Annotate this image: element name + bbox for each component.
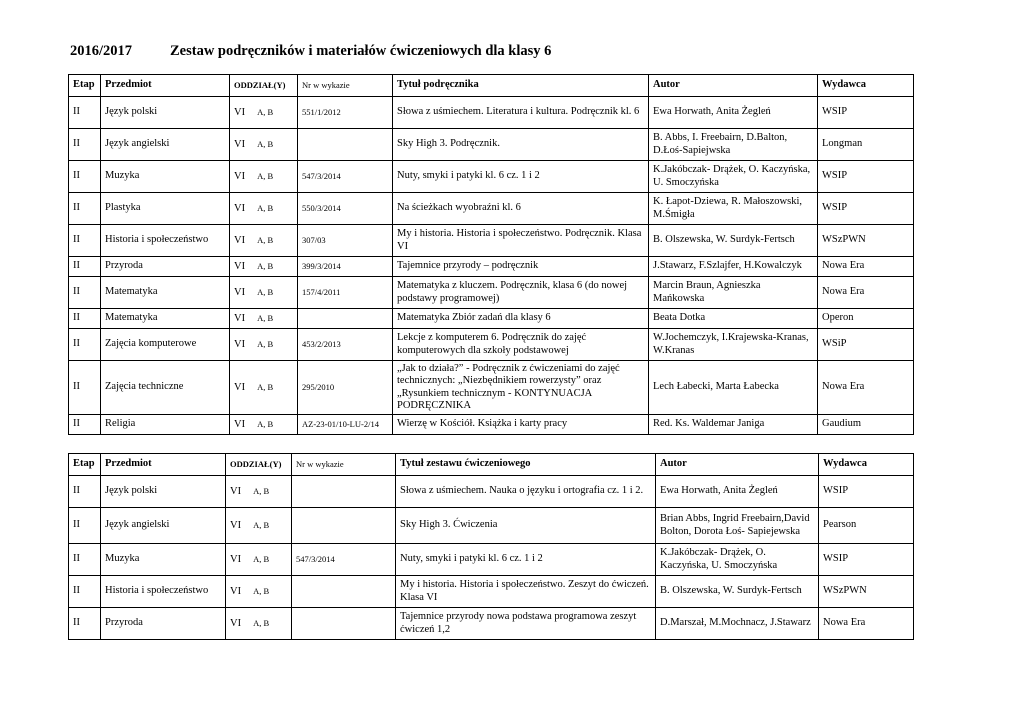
cell-subject: Przyroda bbox=[101, 608, 226, 640]
cell-class bbox=[226, 608, 292, 640]
class-groups: A, B bbox=[257, 138, 274, 149]
class-groups: A, B bbox=[253, 585, 270, 596]
cell-etap: II bbox=[69, 544, 101, 576]
cell-nr: 157/4/2011 bbox=[298, 277, 393, 309]
cell-nr bbox=[298, 309, 393, 329]
cell-author: Beata Dotka bbox=[649, 309, 818, 329]
page-title: Zestaw podręczników i materiałów ćwiczeniowych dla klasy 6 bbox=[170, 43, 552, 59]
table-row bbox=[69, 257, 914, 277]
cell-class bbox=[230, 329, 298, 361]
cell-author: B. Olszewska, W. Surdyk-Fertsch bbox=[656, 576, 819, 608]
table-row bbox=[69, 277, 914, 309]
class-level: VI bbox=[234, 260, 246, 272]
cell-subject: Muzyka bbox=[101, 544, 226, 576]
cell-etap: II bbox=[69, 415, 101, 435]
cell-publisher: Nowa Era bbox=[818, 257, 914, 277]
cell-author: Red. Ks. Waldemar Janiga bbox=[649, 415, 818, 435]
table-row bbox=[69, 193, 914, 225]
class-level: VI bbox=[234, 418, 246, 430]
column-header-oddzialy: ODDZIAŁ(Y) bbox=[226, 454, 292, 476]
cell-author: K.Jakóbczak- Drążek, O. Kaczyńska, U. Smoczyńska bbox=[656, 544, 819, 576]
column-header-wydawca: Wydawca bbox=[818, 75, 914, 97]
cell-publisher: Pearson bbox=[819, 508, 914, 544]
cell-class bbox=[230, 257, 298, 277]
cell-publisher: WSzPWN bbox=[819, 576, 914, 608]
class-groups: A, B bbox=[257, 312, 274, 323]
column-header-autor: Autor bbox=[656, 454, 819, 476]
class-level: VI bbox=[234, 138, 246, 150]
cell-class bbox=[226, 476, 292, 508]
cell-class bbox=[226, 544, 292, 576]
cell-subject: Muzyka bbox=[101, 161, 230, 193]
table-row bbox=[69, 161, 914, 193]
cell-title: My i historia. Historia i społeczeństwo. Podręcznik. Klasa VI bbox=[393, 225, 649, 257]
cell-class bbox=[230, 193, 298, 225]
cell-publisher: Nowa Era bbox=[818, 361, 914, 415]
cell-publisher: Gaudium bbox=[818, 415, 914, 435]
class-groups: A, B bbox=[257, 381, 274, 392]
class-level: VI bbox=[230, 485, 242, 497]
table-row bbox=[69, 97, 914, 129]
cell-nr: 295/2010 bbox=[298, 361, 393, 415]
cell-class bbox=[226, 508, 292, 544]
cell-etap: II bbox=[69, 309, 101, 329]
class-level: VI bbox=[234, 381, 246, 393]
cell-nr: 399/3/2014 bbox=[298, 257, 393, 277]
cell-class bbox=[230, 161, 298, 193]
cell-title: „Jak to działa?” - Podręcznik z ćwiczeniami do zajęć technicznych: „Niezbędnikiem rowerzysty” oraz „Rysunkiem technicznym - KONTYNUACJA PODRĘCZNIKA bbox=[393, 361, 649, 415]
class-level: VI bbox=[230, 519, 242, 531]
cell-title: Sky High 3. Ćwiczenia bbox=[396, 508, 656, 544]
cell-etap: II bbox=[69, 277, 101, 309]
column-header-nr: Nr w wykazie bbox=[292, 454, 396, 476]
cell-etap: II bbox=[69, 476, 101, 508]
cell-title: My i historia. Historia i społeczeństwo. Zeszyt do ćwiczeń. Klasa VI bbox=[396, 576, 656, 608]
cell-author: Marcin Braun, Agnieszka Mańkowska bbox=[649, 277, 818, 309]
cell-subject: Język angielski bbox=[101, 129, 230, 161]
class-groups: A, B bbox=[257, 260, 274, 271]
class-groups: A, B bbox=[257, 338, 274, 349]
cell-nr bbox=[292, 608, 396, 640]
cell-author: Ewa Horwath, Anita Żegleń bbox=[649, 97, 818, 129]
cell-publisher: Nowa Era bbox=[819, 608, 914, 640]
cell-subject: Plastyka bbox=[101, 193, 230, 225]
table-row bbox=[69, 329, 914, 361]
cell-class bbox=[230, 415, 298, 435]
class-groups: A, B bbox=[257, 418, 274, 429]
cell-etap: II bbox=[69, 257, 101, 277]
cell-author: Ewa Horwath, Anita Żegleń bbox=[656, 476, 819, 508]
column-header-etap: Etap bbox=[69, 454, 101, 476]
cell-etap: II bbox=[69, 608, 101, 640]
cell-etap: II bbox=[69, 129, 101, 161]
cell-subject: Język polski bbox=[101, 97, 230, 129]
cell-etap: II bbox=[69, 97, 101, 129]
cell-publisher: WSIP bbox=[818, 161, 914, 193]
cell-etap: II bbox=[69, 225, 101, 257]
class-level: VI bbox=[230, 585, 242, 597]
cell-nr: 551/1/2012 bbox=[298, 97, 393, 129]
cell-subject: Zajęcia techniczne bbox=[101, 361, 230, 415]
cell-nr bbox=[298, 129, 393, 161]
cell-title: Wierzę w Kościół. Książka i karty pracy bbox=[393, 415, 649, 435]
class-groups: A, B bbox=[253, 553, 270, 564]
class-level: VI bbox=[234, 338, 246, 350]
cell-title: Słowa z uśmiechem. Nauka o języku i ortografia cz. 1 i 2. bbox=[396, 476, 656, 508]
column-header-nr: Nr w wykazie bbox=[298, 75, 393, 97]
class-groups: A, B bbox=[257, 202, 274, 213]
cell-etap: II bbox=[69, 508, 101, 544]
cell-nr bbox=[292, 476, 396, 508]
table-row bbox=[69, 476, 914, 508]
textbooks-table bbox=[68, 74, 914, 435]
cell-publisher: Longman bbox=[818, 129, 914, 161]
class-level: VI bbox=[234, 286, 246, 298]
cell-author: W.Jochemczyk, I.Krajewska-Kranas, W.Kranas bbox=[649, 329, 818, 361]
cell-class bbox=[230, 225, 298, 257]
workbooks-table bbox=[68, 453, 914, 640]
class-groups: A, B bbox=[257, 106, 274, 117]
cell-title: Słowa z uśmiechem. Literatura i kultura. Podręcznik kl. 6 bbox=[393, 97, 649, 129]
table-row bbox=[69, 576, 914, 608]
column-header-etap: Etap bbox=[69, 75, 101, 97]
class-level: VI bbox=[230, 617, 242, 629]
cell-class bbox=[226, 576, 292, 608]
cell-author: K. Łapot-Dziewa, R. Małoszowski, M.Śmigła bbox=[649, 193, 818, 225]
cell-publisher: Nowa Era bbox=[818, 277, 914, 309]
table-row bbox=[69, 361, 914, 415]
cell-title: Nuty, smyki i patyki kl. 6 cz. 1 i 2 bbox=[396, 544, 656, 576]
table-header-row bbox=[69, 75, 914, 97]
cell-etap: II bbox=[69, 161, 101, 193]
table-header-row bbox=[69, 454, 914, 476]
class-groups: A, B bbox=[257, 286, 274, 297]
class-level: VI bbox=[230, 553, 242, 565]
column-header-tytul: Tytuł podręcznika bbox=[393, 75, 649, 97]
table-row bbox=[69, 309, 914, 329]
cell-author: K.Jakóbczak- Drążek, O. Kaczyńska, U. Smoczyńska bbox=[649, 161, 818, 193]
cell-subject: Historia i społeczeństwo bbox=[101, 225, 230, 257]
table-row bbox=[69, 225, 914, 257]
table-row bbox=[69, 129, 914, 161]
column-header-autor: Autor bbox=[649, 75, 818, 97]
cell-author: B. Olszewska, W. Surdyk-Fertsch bbox=[649, 225, 818, 257]
column-header-przedmiot: Przedmiot bbox=[101, 75, 230, 97]
cell-nr: 547/3/2014 bbox=[298, 161, 393, 193]
cell-nr: 307/03 bbox=[298, 225, 393, 257]
cell-etap: II bbox=[69, 576, 101, 608]
cell-author: D.Marszał, M.Mochnacz, J.Stawarz bbox=[656, 608, 819, 640]
class-level: VI bbox=[234, 202, 246, 214]
cell-publisher: WSzPWN bbox=[818, 225, 914, 257]
cell-class bbox=[230, 97, 298, 129]
cell-title: Matematyka Zbiór zadań dla klasy 6 bbox=[393, 309, 649, 329]
cell-etap: II bbox=[69, 361, 101, 415]
cell-subject: Historia i społeczeństwo bbox=[101, 576, 226, 608]
cell-subject: Matematyka bbox=[101, 309, 230, 329]
cell-nr: AZ-23-01/10-LU-2/14 bbox=[298, 415, 393, 435]
table-row bbox=[69, 508, 914, 544]
cell-nr bbox=[292, 576, 396, 608]
class-groups: A, B bbox=[253, 519, 270, 530]
cell-nr: 550/3/2014 bbox=[298, 193, 393, 225]
cell-class bbox=[230, 129, 298, 161]
class-level: VI bbox=[234, 106, 246, 118]
column-header-tytul: Tytuł zestawu ćwiczeniowego bbox=[396, 454, 656, 476]
cell-publisher: WSiP bbox=[818, 329, 914, 361]
cell-nr bbox=[292, 508, 396, 544]
cell-subject: Język angielski bbox=[101, 508, 226, 544]
cell-publisher: WSIP bbox=[819, 544, 914, 576]
cell-publisher: WSIP bbox=[819, 476, 914, 508]
class-level: VI bbox=[234, 170, 246, 182]
column-header-wydawca: Wydawca bbox=[819, 454, 914, 476]
cell-title: Na ścieżkach wyobraźni kl. 6 bbox=[393, 193, 649, 225]
cell-subject: Przyroda bbox=[101, 257, 230, 277]
table-row bbox=[69, 544, 914, 576]
class-groups: A, B bbox=[257, 234, 274, 245]
cell-title: Nuty, smyki i patyki kl. 6 cz. 1 i 2 bbox=[393, 161, 649, 193]
class-level: VI bbox=[234, 234, 246, 246]
cell-nr: 547/3/2014 bbox=[292, 544, 396, 576]
cell-publisher: WSIP bbox=[818, 97, 914, 129]
cell-class bbox=[230, 309, 298, 329]
cell-author: Brian Abbs, Ingrid Freebairn,David Bolton, Dorota Łoś- Sapiejewska bbox=[656, 508, 819, 544]
class-level: VI bbox=[234, 312, 246, 324]
cell-class bbox=[230, 361, 298, 415]
class-groups: A, B bbox=[253, 617, 270, 628]
cell-subject: Religia bbox=[101, 415, 230, 435]
cell-subject: Matematyka bbox=[101, 277, 230, 309]
cell-author: Lech Łabecki, Marta Łabecka bbox=[649, 361, 818, 415]
school-year: 2016/2017 bbox=[70, 43, 133, 59]
cell-etap: II bbox=[69, 193, 101, 225]
cell-title: Lekcje z komputerem 6. Podręcznik do zajęć komputerowych dla szkoły podstawowej bbox=[393, 329, 649, 361]
cell-subject: Język polski bbox=[101, 476, 226, 508]
cell-author: B. Abbs, I. Freebairn, D.Balton, D.Łoś-Sapiejwska bbox=[649, 129, 818, 161]
table-row bbox=[69, 415, 914, 435]
cell-subject: Zajęcia komputerowe bbox=[101, 329, 230, 361]
column-header-przedmiot: Przedmiot bbox=[101, 454, 226, 476]
cell-title: Matematyka z kluczem. Podręcznik, klasa 6 (do nowej podstawy programowej) bbox=[393, 277, 649, 309]
cell-publisher: WSIP bbox=[818, 193, 914, 225]
column-header-oddzialy: ODDZIAŁ(Y) bbox=[230, 75, 298, 97]
table-row bbox=[69, 608, 914, 640]
cell-title: Tajemnice przyrody nowa podstawa programowa zeszyt ćwiczeń 1,2 bbox=[396, 608, 656, 640]
cell-author: J.Stawarz, F.Szlajfer, H.Kowalczyk bbox=[649, 257, 818, 277]
cell-etap: II bbox=[69, 329, 101, 361]
cell-title: Sky High 3. Podręcznik. bbox=[393, 129, 649, 161]
class-groups: A, B bbox=[253, 485, 270, 496]
cell-class bbox=[230, 277, 298, 309]
cell-nr: 453/2/2013 bbox=[298, 329, 393, 361]
cell-publisher: Operon bbox=[818, 309, 914, 329]
cell-title: Tajemnice przyrody – podręcznik bbox=[393, 257, 649, 277]
class-groups: A, B bbox=[257, 170, 274, 181]
